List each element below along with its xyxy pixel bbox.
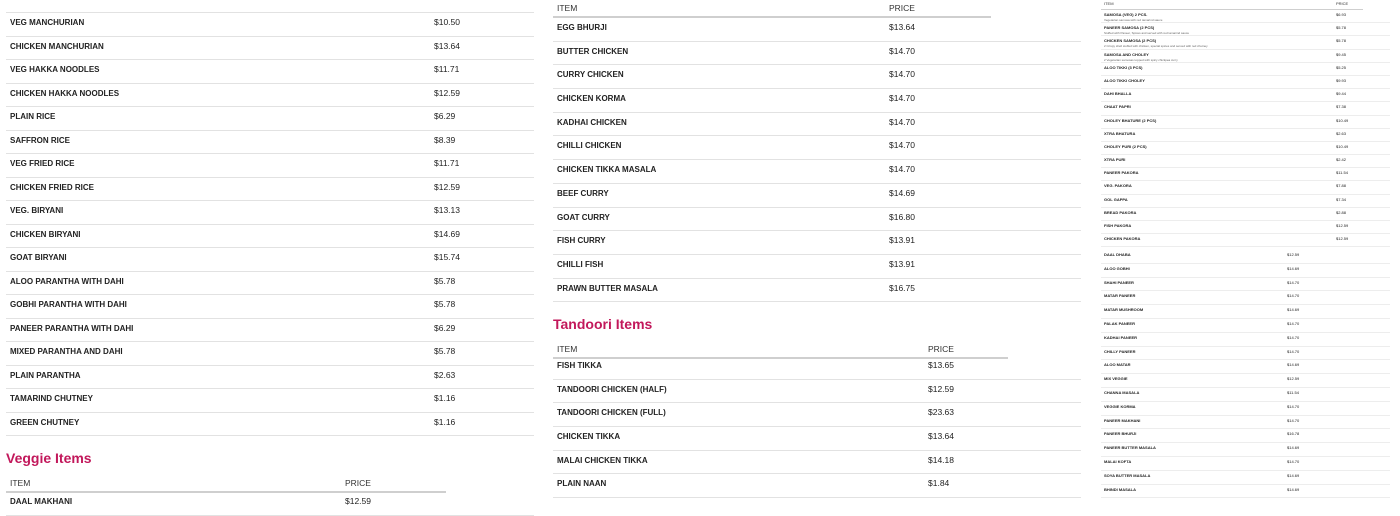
item-name: CHICKEN TIKKA [557, 432, 621, 442]
menu-row [6, 366, 534, 390]
item-price: $14.69 [1287, 445, 1300, 451]
item-price: $6.29 [434, 111, 456, 121]
item-price: $11.71 [434, 158, 460, 168]
item-price: $14.70 [1287, 320, 1300, 326]
menu-row [553, 231, 1081, 255]
menu-row [1101, 319, 1390, 333]
item-name: KADHAI CHICKEN [557, 117, 627, 127]
item-name: CHOLEY PURI (2 PCS) [1104, 143, 1147, 149]
item-price: $11.54 [1287, 389, 1299, 395]
item-price: $12.59 [1287, 376, 1300, 382]
item-price: $14.69 [1287, 486, 1300, 492]
item-price: $5.78 [434, 275, 456, 286]
item-price: $14.70 [889, 69, 915, 80]
menu-row [1101, 155, 1390, 168]
column-header-item: ITEM [557, 3, 578, 13]
item-name: MALAI CHICKEN TIKKA [557, 455, 648, 465]
menu-row [1101, 416, 1390, 430]
menu-row [1101, 347, 1390, 361]
menu-row [1101, 333, 1390, 347]
column-header-item: ITEM [10, 478, 31, 488]
menu-row [1101, 221, 1390, 234]
column-header-price: PRICE [928, 344, 954, 354]
menu-row [6, 178, 534, 202]
item-name: PANEER BUTTER MASALA [1104, 445, 1156, 451]
item-price: $9.44 [1336, 91, 1347, 97]
item-name: CHILLI FISH [557, 259, 604, 269]
item-name: SAMOSA AND CHOLEY [1104, 51, 1149, 57]
item-price: $11.71 [434, 64, 460, 74]
item-name: PANEER SAMOSA (2 PCS) [1104, 25, 1155, 31]
menu-row [1101, 89, 1390, 102]
item-name: TAMARIND CHUTNEY [10, 394, 93, 403]
menu-row [1101, 50, 1390, 63]
item-price: $14.70 [1287, 334, 1300, 340]
item-name: TANDOORI CHICKEN (HALF) [557, 384, 667, 394]
menu-row [553, 380, 1081, 404]
item-price: $14.70 [1287, 279, 1300, 285]
item-price: $7.88 [1336, 183, 1347, 189]
menu-row [553, 451, 1081, 475]
menu-row [1101, 10, 1390, 23]
menu-row [553, 279, 1081, 303]
item-name: ALOO GOBHI [1104, 265, 1130, 271]
menu-row [1101, 305, 1390, 319]
menu-row [6, 131, 534, 155]
item-price: $12.59 [928, 383, 954, 394]
item-price: $2.63 [434, 369, 456, 380]
item-name: CHICKEN MANCHURIAN [10, 41, 104, 51]
menu-list [6, 13, 534, 436]
item-price: $13.65 [928, 360, 954, 370]
item-price: $5.25 [1336, 64, 1347, 70]
item-price: $14.70 [889, 140, 915, 151]
menu-row [6, 248, 534, 272]
menu-row [553, 160, 1081, 184]
item-name: GOBHI PARANTHA WITH DAHI [10, 300, 127, 309]
item-name: SAMOSA (VEG) 2 PCS. [1104, 12, 1148, 17]
item-name: VEG FRIED RICE [10, 159, 75, 168]
menu-row [1101, 142, 1390, 155]
menu-row [6, 272, 534, 296]
menu-row [6, 319, 534, 343]
menu-row [1101, 76, 1390, 89]
item-price: $14.70 [889, 116, 915, 127]
item-name: XTRA PURI [1104, 157, 1126, 163]
column-header-price: PRICE [889, 3, 915, 13]
item-name: ALOO MATAR [1104, 362, 1131, 368]
item-price: $2.63 [1336, 130, 1347, 136]
item-price: $7.38 [1336, 104, 1347, 110]
table-header [1101, 0, 1363, 10]
item-name: MATAR MUSHROOM [1104, 307, 1144, 313]
item-name: DAAL MAKHANI [10, 497, 73, 506]
item-name: ALOO TIKKI CHOLEY [1104, 77, 1145, 83]
item-price: $6.29 [434, 322, 456, 333]
item-price: $16.78 [1287, 431, 1300, 437]
item-name: CURRY CHICKEN [557, 70, 624, 80]
section-title-tandoori-items: Tandoori Items [553, 316, 653, 332]
item-name: VEG MANCHURIAN [10, 18, 85, 27]
menu-column-2 [553, 0, 1081, 489]
menu-row [1101, 36, 1390, 49]
item-name: GOAT CURRY [557, 212, 610, 222]
item-name: MALAI KOFTA [1104, 458, 1132, 464]
menu-row [1101, 278, 1390, 292]
menu-row [1101, 208, 1390, 221]
menu-row [553, 356, 1081, 380]
item-price: $13.13 [434, 205, 460, 215]
menu-row [1101, 360, 1390, 374]
item-price: $2.88 [1336, 209, 1347, 215]
item-price: $9.45 [1336, 51, 1347, 57]
item-price: $13.91 [889, 235, 915, 246]
menu-row [1101, 264, 1390, 278]
item-price: $7.34 [1336, 196, 1347, 202]
menu-row [1101, 116, 1390, 129]
item-name: XTRA BHATURA [1104, 130, 1136, 136]
item-name: DAHI BHALLA [1104, 91, 1132, 97]
item-price: $12.59 [1336, 236, 1349, 242]
item-price: $5.78 [434, 299, 456, 309]
menu-row-partial [6, 0, 534, 13]
menu-row [553, 474, 1081, 498]
item-name: BREAD PAKORA [1104, 209, 1137, 215]
item-name: PANEER MAKHANI [1104, 417, 1141, 423]
item-price: $14.69 [1287, 265, 1300, 271]
menu-column-3 [1101, 0, 1390, 492]
menu-row [6, 13, 534, 37]
item-name: MATAR PANEER [1104, 293, 1136, 299]
item-name: ALOO PARANTHA WITH DAHI [10, 276, 124, 286]
menu-row [6, 107, 534, 131]
item-name: CHICKEN PAKORA [1104, 236, 1141, 242]
item-name: CHICKEN TIKKA MASALA [557, 165, 657, 175]
item-price: $1.16 [434, 393, 456, 403]
item-price: $14.70 [889, 93, 915, 104]
menu-row [6, 84, 534, 108]
item-name: GOL GAPPA [1104, 196, 1128, 202]
item-price: $14.70 [1287, 293, 1300, 299]
item-name: CHILLI CHICKEN [557, 141, 622, 151]
menu-row [553, 403, 1081, 427]
menu-row [6, 295, 534, 319]
item-name: SAFFRON RICE [10, 135, 70, 145]
item-price: $5.78 [434, 346, 456, 356]
item-name: SOYA BUTTER MASALA [1104, 472, 1151, 478]
item-price: $13.64 [928, 431, 954, 442]
item-name: PANEER BHURJI [1104, 431, 1137, 437]
item-price: $1.16 [434, 416, 456, 427]
item-name: DAAL DHABA [1104, 252, 1131, 257]
item-price: $1.84 [928, 478, 950, 489]
item-name: GREEN CHUTNEY [10, 417, 80, 427]
menu-row [1101, 429, 1390, 443]
item-name: PLAIN NAAN [557, 479, 607, 489]
item-name: CHICKEN HAKKA NOODLES [10, 88, 120, 98]
menu-row [553, 255, 1081, 279]
menu-row [1101, 291, 1390, 305]
menu-row [1101, 443, 1390, 457]
item-price: $10.50 [434, 17, 460, 27]
item-name: GOAT BIRYANI [10, 253, 67, 262]
menu-row [553, 18, 1081, 42]
table-header [6, 475, 446, 493]
item-name: FISH CURRY [557, 236, 606, 246]
item-price: $13.91 [889, 258, 915, 269]
column-header-item: ITEM [557, 344, 578, 354]
menu-row [1101, 402, 1390, 416]
item-price: $14.69 [889, 187, 915, 198]
menu-column-1 [6, 0, 534, 506]
item-price: $13.64 [889, 22, 915, 32]
column-header-price: PRICE [345, 478, 371, 488]
item-description: 2 Vegetarian samosas topped with spicy chickpea curry [1104, 57, 1178, 62]
item-price: $14.69 [434, 228, 460, 239]
item-price: $14.70 [1287, 458, 1300, 464]
item-price: $14.18 [928, 454, 954, 465]
item-name: FISH TIKKA [557, 361, 602, 370]
item-name: BHINDI MASALA [1104, 486, 1136, 492]
item-name: MIX VEGGIE [1104, 376, 1128, 382]
item-price: $12.59 [1336, 223, 1349, 228]
item-price: $5.78 [1336, 38, 1347, 44]
menu-list-2 [1101, 250, 1390, 498]
item-name: TANDOORI CHICKEN (FULL) [557, 408, 666, 418]
item-name: CHOLEY BHATURE (2 PCS) [1104, 117, 1157, 123]
menu-row [1101, 388, 1390, 402]
item-name: CHICKEN KORMA [557, 94, 626, 104]
item-name: CHICKEN SAMOSA (2 PCS) [1104, 38, 1157, 44]
menu-row [6, 201, 534, 225]
menu-row [6, 225, 534, 249]
item-price: $10.49 [1336, 117, 1349, 123]
item-price: $9.93 [1336, 77, 1347, 83]
menu-row [1101, 471, 1390, 485]
item-name: CHAAT PAPRI [1104, 104, 1131, 110]
item-name: BEEF CURRY [557, 188, 609, 198]
item-description: Vegetarian samosa with red tamarind sauce [1104, 18, 1163, 22]
item-name: FISH PAKORA [1104, 223, 1132, 228]
item-price: $14.70 [889, 45, 915, 56]
item-name: PLAIN PARANTHA [10, 370, 81, 380]
item-name: CHANNA MASALA [1104, 389, 1140, 395]
column-header-price: PRICE [1336, 1, 1349, 6]
menu-row [1101, 374, 1390, 388]
item-name: BUTTER CHICKEN [557, 46, 629, 56]
menu-row [553, 89, 1081, 113]
item-name: SHAHI PANEER [1104, 279, 1134, 285]
item-name: MIXED PARANTHA AND DAHI [10, 347, 123, 356]
item-price: $14.70 [1287, 403, 1300, 409]
item-name: EGG BHURJI [557, 23, 607, 32]
item-price: $14.70 [1287, 417, 1300, 423]
item-name: KADHAI PANEER [1104, 334, 1138, 340]
menu-row [1101, 23, 1390, 36]
item-price: $8.39 [434, 134, 456, 145]
menu-row [553, 184, 1081, 208]
item-price: $14.69 [1287, 472, 1300, 478]
menu-row [1101, 195, 1390, 208]
item-description: Stuffed with Paneer, Spices and served with red tamarind sauce [1104, 31, 1189, 36]
menu-row [6, 413, 534, 437]
item-name: PANEER PARANTHA WITH DAHI [10, 323, 134, 333]
menu-row [6, 154, 534, 178]
menu-row [553, 113, 1081, 137]
menu-row [6, 492, 534, 516]
item-name: PANEER PAKORA [1104, 170, 1139, 176]
item-description: 2 Crispy shell stuffed with chicken, special spices and served with red chutney [1104, 44, 1208, 49]
table-header [553, 0, 991, 18]
menu-row [553, 42, 1081, 66]
menu-row [1101, 129, 1390, 142]
menu-row [553, 136, 1081, 160]
menu-row [1101, 102, 1390, 115]
menu-row [6, 342, 534, 366]
item-price: $12.59 [345, 496, 371, 506]
menu-row [1101, 168, 1390, 181]
item-name: CHILLY PANEER [1104, 348, 1136, 354]
item-price: $23.63 [928, 407, 954, 418]
item-price: $14.69 [1287, 307, 1300, 313]
item-price: $5.78 [1336, 25, 1347, 31]
menu-row [6, 37, 534, 61]
item-price: $10.49 [1336, 143, 1349, 149]
item-name: VEGGIE KORMA [1104, 403, 1136, 409]
item-name: PALAK PANEER [1104, 320, 1135, 326]
item-price: $14.69 [1287, 362, 1300, 368]
menu-row [1101, 457, 1390, 471]
item-price: $12.59 [434, 181, 460, 192]
item-price: $14.70 [889, 164, 915, 175]
menu-row [1101, 485, 1390, 499]
menu-row [553, 65, 1081, 89]
item-name: ALOO TIKKI (3 PCS) [1104, 64, 1143, 70]
item-price: $12.59 [434, 87, 460, 98]
item-price: $13.64 [434, 40, 460, 51]
item-price: $15.74 [434, 252, 460, 262]
column-header-item: ITEM [1104, 1, 1114, 6]
item-name: PLAIN RICE [10, 112, 56, 121]
menu-row [553, 208, 1081, 232]
menu-row [1101, 63, 1390, 76]
menu-list-veggie [6, 492, 534, 516]
item-name: PRAWN BUTTER MASALA [557, 283, 658, 293]
menu-row [553, 427, 1081, 451]
item-price: $11.54 [1336, 170, 1348, 176]
menu-row [6, 60, 534, 84]
item-price: $12.59 [1287, 252, 1300, 257]
item-price: $16.80 [889, 211, 915, 222]
item-name: VEG HAKKA NOODLES [10, 65, 100, 74]
item-price: $2.42 [1336, 157, 1347, 163]
item-price: $14.70 [1287, 348, 1300, 354]
item-name: CHICKEN FRIED RICE [10, 182, 95, 192]
item-name: VEG. BIRYANI [10, 206, 64, 215]
menu-list [1101, 10, 1390, 247]
menu-row [1101, 250, 1390, 264]
menu-list-tandoori [553, 356, 1081, 498]
section-title-veggie-items: Veggie Items [6, 450, 92, 466]
item-name: VEG. PAKORA [1104, 183, 1132, 189]
menu-list [553, 18, 1081, 302]
menu-row [1101, 181, 1390, 194]
menu-row [6, 389, 534, 413]
item-price: $6.93 [1336, 12, 1347, 17]
menu-row [1101, 234, 1390, 247]
item-price: $16.75 [889, 282, 915, 293]
item-name: CHICKEN BIRYANI [10, 229, 81, 239]
